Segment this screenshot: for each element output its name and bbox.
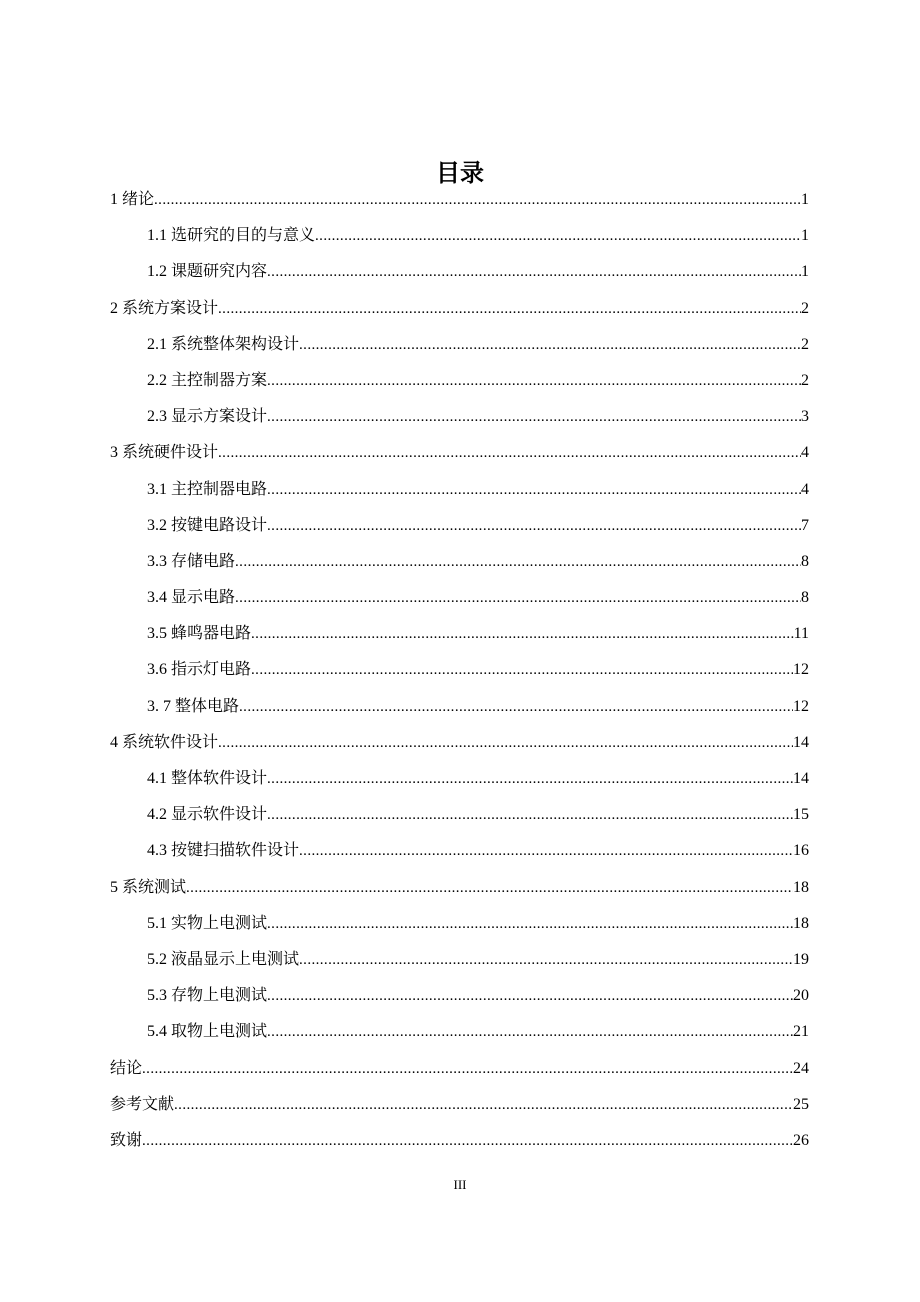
toc-entry-label: 1 绪论 — [110, 191, 155, 208]
toc-entry-label: 2.3 显示方案设计 — [147, 408, 268, 426]
toc-entry-page: 4 — [801, 480, 809, 498]
toc-entry-page: 14 — [793, 770, 809, 787]
toc-dot-leader — [174, 1087, 793, 1123]
toc-dot-leader — [299, 833, 793, 869]
toc-entry-page: 15 — [793, 806, 809, 824]
toc-entry-2-3[interactable] — [110, 399, 809, 435]
toc-dot-leader — [267, 508, 801, 544]
toc-dot-leader — [142, 1051, 793, 1087]
toc-entry-label: 5 系统测试 — [110, 878, 187, 896]
table-of-contents — [110, 182, 809, 1159]
toc-entry-label: 4.1 整体软件设计 — [147, 770, 268, 787]
toc-entry-label: 结论 — [110, 1059, 143, 1077]
toc-dot-leader — [299, 327, 801, 363]
toc-entry-page: 26 — [793, 1131, 809, 1149]
toc-dot-leader — [299, 942, 793, 978]
toc-entry-conclusion[interactable] — [110, 1051, 809, 1087]
toc-entry-5-4[interactable] — [110, 1014, 809, 1050]
toc-entry-3[interactable] — [110, 435, 809, 471]
toc-entry-label: 3.2 按键电路设计 — [147, 516, 268, 534]
toc-entry-label: 参考文献 — [110, 1095, 175, 1113]
toc-entry-page: 8 — [801, 589, 809, 607]
toc-entry-page: 16 — [793, 842, 809, 860]
toc-entry-page: 18 — [793, 878, 809, 896]
toc-entry-page: 2 — [801, 299, 809, 317]
toc-entry-label: 5.1 实物上电测试 — [147, 914, 268, 932]
toc-dot-leader — [239, 689, 793, 725]
toc-entry-label: 2.2 主控制器方案 — [147, 371, 268, 389]
toc-entry-4-2[interactable] — [110, 797, 809, 833]
toc-entry-label: 致谢 — [110, 1131, 143, 1149]
toc-entry-label: 3.5 蜂鸣器电路 — [147, 625, 252, 643]
toc-entry-4-3[interactable] — [110, 833, 809, 869]
toc-dot-leader — [186, 870, 793, 906]
toc-entry-5-2[interactable] — [110, 942, 809, 978]
toc-dot-leader — [267, 254, 801, 290]
toc-entry-page: 1 — [801, 263, 809, 281]
toc-dot-leader — [267, 472, 801, 508]
toc-dot-leader — [267, 761, 793, 797]
toc-entry-page: 2 — [801, 371, 809, 389]
toc-entry-2-2[interactable] — [110, 363, 809, 399]
toc-entry-1[interactable] — [110, 182, 809, 218]
toc-entry-label: 1.1 选研究的目的与意义 — [147, 227, 316, 245]
toc-entry-3-7[interactable] — [110, 689, 809, 725]
toc-dot-leader — [218, 435, 801, 471]
toc-entry-label: 3.3 存储电路 — [147, 552, 236, 570]
toc-dot-leader — [142, 1123, 793, 1159]
toc-entry-label: 4.3 按键扫描软件设计 — [147, 842, 300, 860]
page-title: 目录 — [436, 159, 484, 188]
toc-entry-1-2[interactable] — [110, 254, 809, 290]
toc-dot-leader — [251, 652, 793, 688]
toc-entry-3-3[interactable] — [110, 544, 809, 580]
toc-entry-label: 1.2 课题研究内容 — [147, 263, 268, 281]
toc-dot-leader — [235, 544, 801, 580]
toc-entry-page: 1 — [801, 191, 809, 208]
toc-entry-page: 4 — [801, 444, 809, 462]
toc-dot-leader — [267, 978, 793, 1014]
toc-entry-page: 8 — [801, 552, 809, 570]
toc-entry-4-1[interactable] — [110, 761, 809, 797]
toc-entry-3-6[interactable] — [110, 652, 809, 688]
toc-dot-leader — [315, 218, 801, 254]
toc-entry-label: 3.6 指示灯电路 — [147, 661, 252, 679]
toc-entry-page: 11 — [793, 625, 809, 643]
toc-entry-5[interactable] — [110, 870, 809, 906]
toc-entry-page: 14 — [793, 733, 809, 751]
toc-entry-3-4[interactable] — [110, 580, 809, 616]
toc-entry-label: 2 系统方案设计 — [110, 299, 219, 317]
toc-entry-label: 3.1 主控制器电路 — [147, 480, 268, 498]
toc-entry-references[interactable] — [110, 1087, 809, 1123]
toc-entry-acknowledgements[interactable] — [110, 1123, 809, 1159]
toc-dot-leader — [267, 906, 793, 942]
toc-dot-leader — [218, 725, 793, 761]
toc-dot-leader — [235, 580, 801, 616]
toc-entry-label: 5.2 液晶显示上电测试 — [147, 950, 300, 968]
toc-dot-leader — [154, 182, 801, 218]
toc-dot-leader — [267, 363, 801, 399]
toc-dot-leader — [218, 291, 801, 327]
toc-entry-label: 3 系统硬件设计 — [110, 444, 219, 462]
toc-entry-page: 20 — [793, 987, 809, 1005]
toc-entry-page: 18 — [793, 914, 809, 932]
toc-entry-label: 4 系统软件设计 — [110, 733, 219, 751]
toc-entry-page: 24 — [793, 1059, 809, 1077]
toc-entry-2[interactable] — [110, 291, 809, 327]
toc-entry-page: 12 — [793, 661, 809, 679]
toc-entry-1-1[interactable] — [110, 218, 809, 254]
toc-entry-label: 3. 7 整体电路 — [147, 697, 240, 715]
toc-entry-page: 1 — [801, 227, 809, 245]
toc-dot-leader — [267, 797, 793, 833]
toc-entry-page: 19 — [793, 950, 809, 968]
toc-entry-2-1[interactable] — [110, 327, 809, 363]
toc-entry-page: 12 — [793, 697, 809, 715]
toc-entry-page: 21 — [793, 1023, 809, 1041]
toc-entry-page: 25 — [793, 1095, 809, 1113]
toc-entry-label: 4.2 显示软件设计 — [147, 806, 268, 824]
toc-entry-page: 7 — [801, 516, 809, 534]
toc-entry-5-1[interactable] — [110, 906, 809, 942]
toc-entry-label: 5.3 存物上电测试 — [147, 987, 268, 1005]
toc-entry-page: 2 — [801, 335, 809, 353]
toc-entry-label: 2.1 系统整体架构设计 — [147, 335, 300, 353]
toc-entry-5-3[interactable] — [110, 978, 809, 1014]
toc-entry-4[interactable] — [110, 725, 809, 761]
toc-entry-3-2[interactable] — [110, 508, 809, 544]
toc-dot-leader — [251, 616, 794, 652]
toc-entry-label: 3.4 显示电路 — [147, 589, 236, 607]
toc-entry-3-5[interactable] — [110, 616, 809, 652]
toc-entry-3-1[interactable] — [110, 472, 809, 508]
toc-dot-leader — [267, 399, 801, 435]
page-number: III — [453, 1177, 467, 1192]
toc-entry-label: 5.4 取物上电测试 — [147, 1023, 268, 1041]
toc-entry-page: 3 — [801, 408, 809, 426]
toc-dot-leader — [267, 1014, 793, 1050]
